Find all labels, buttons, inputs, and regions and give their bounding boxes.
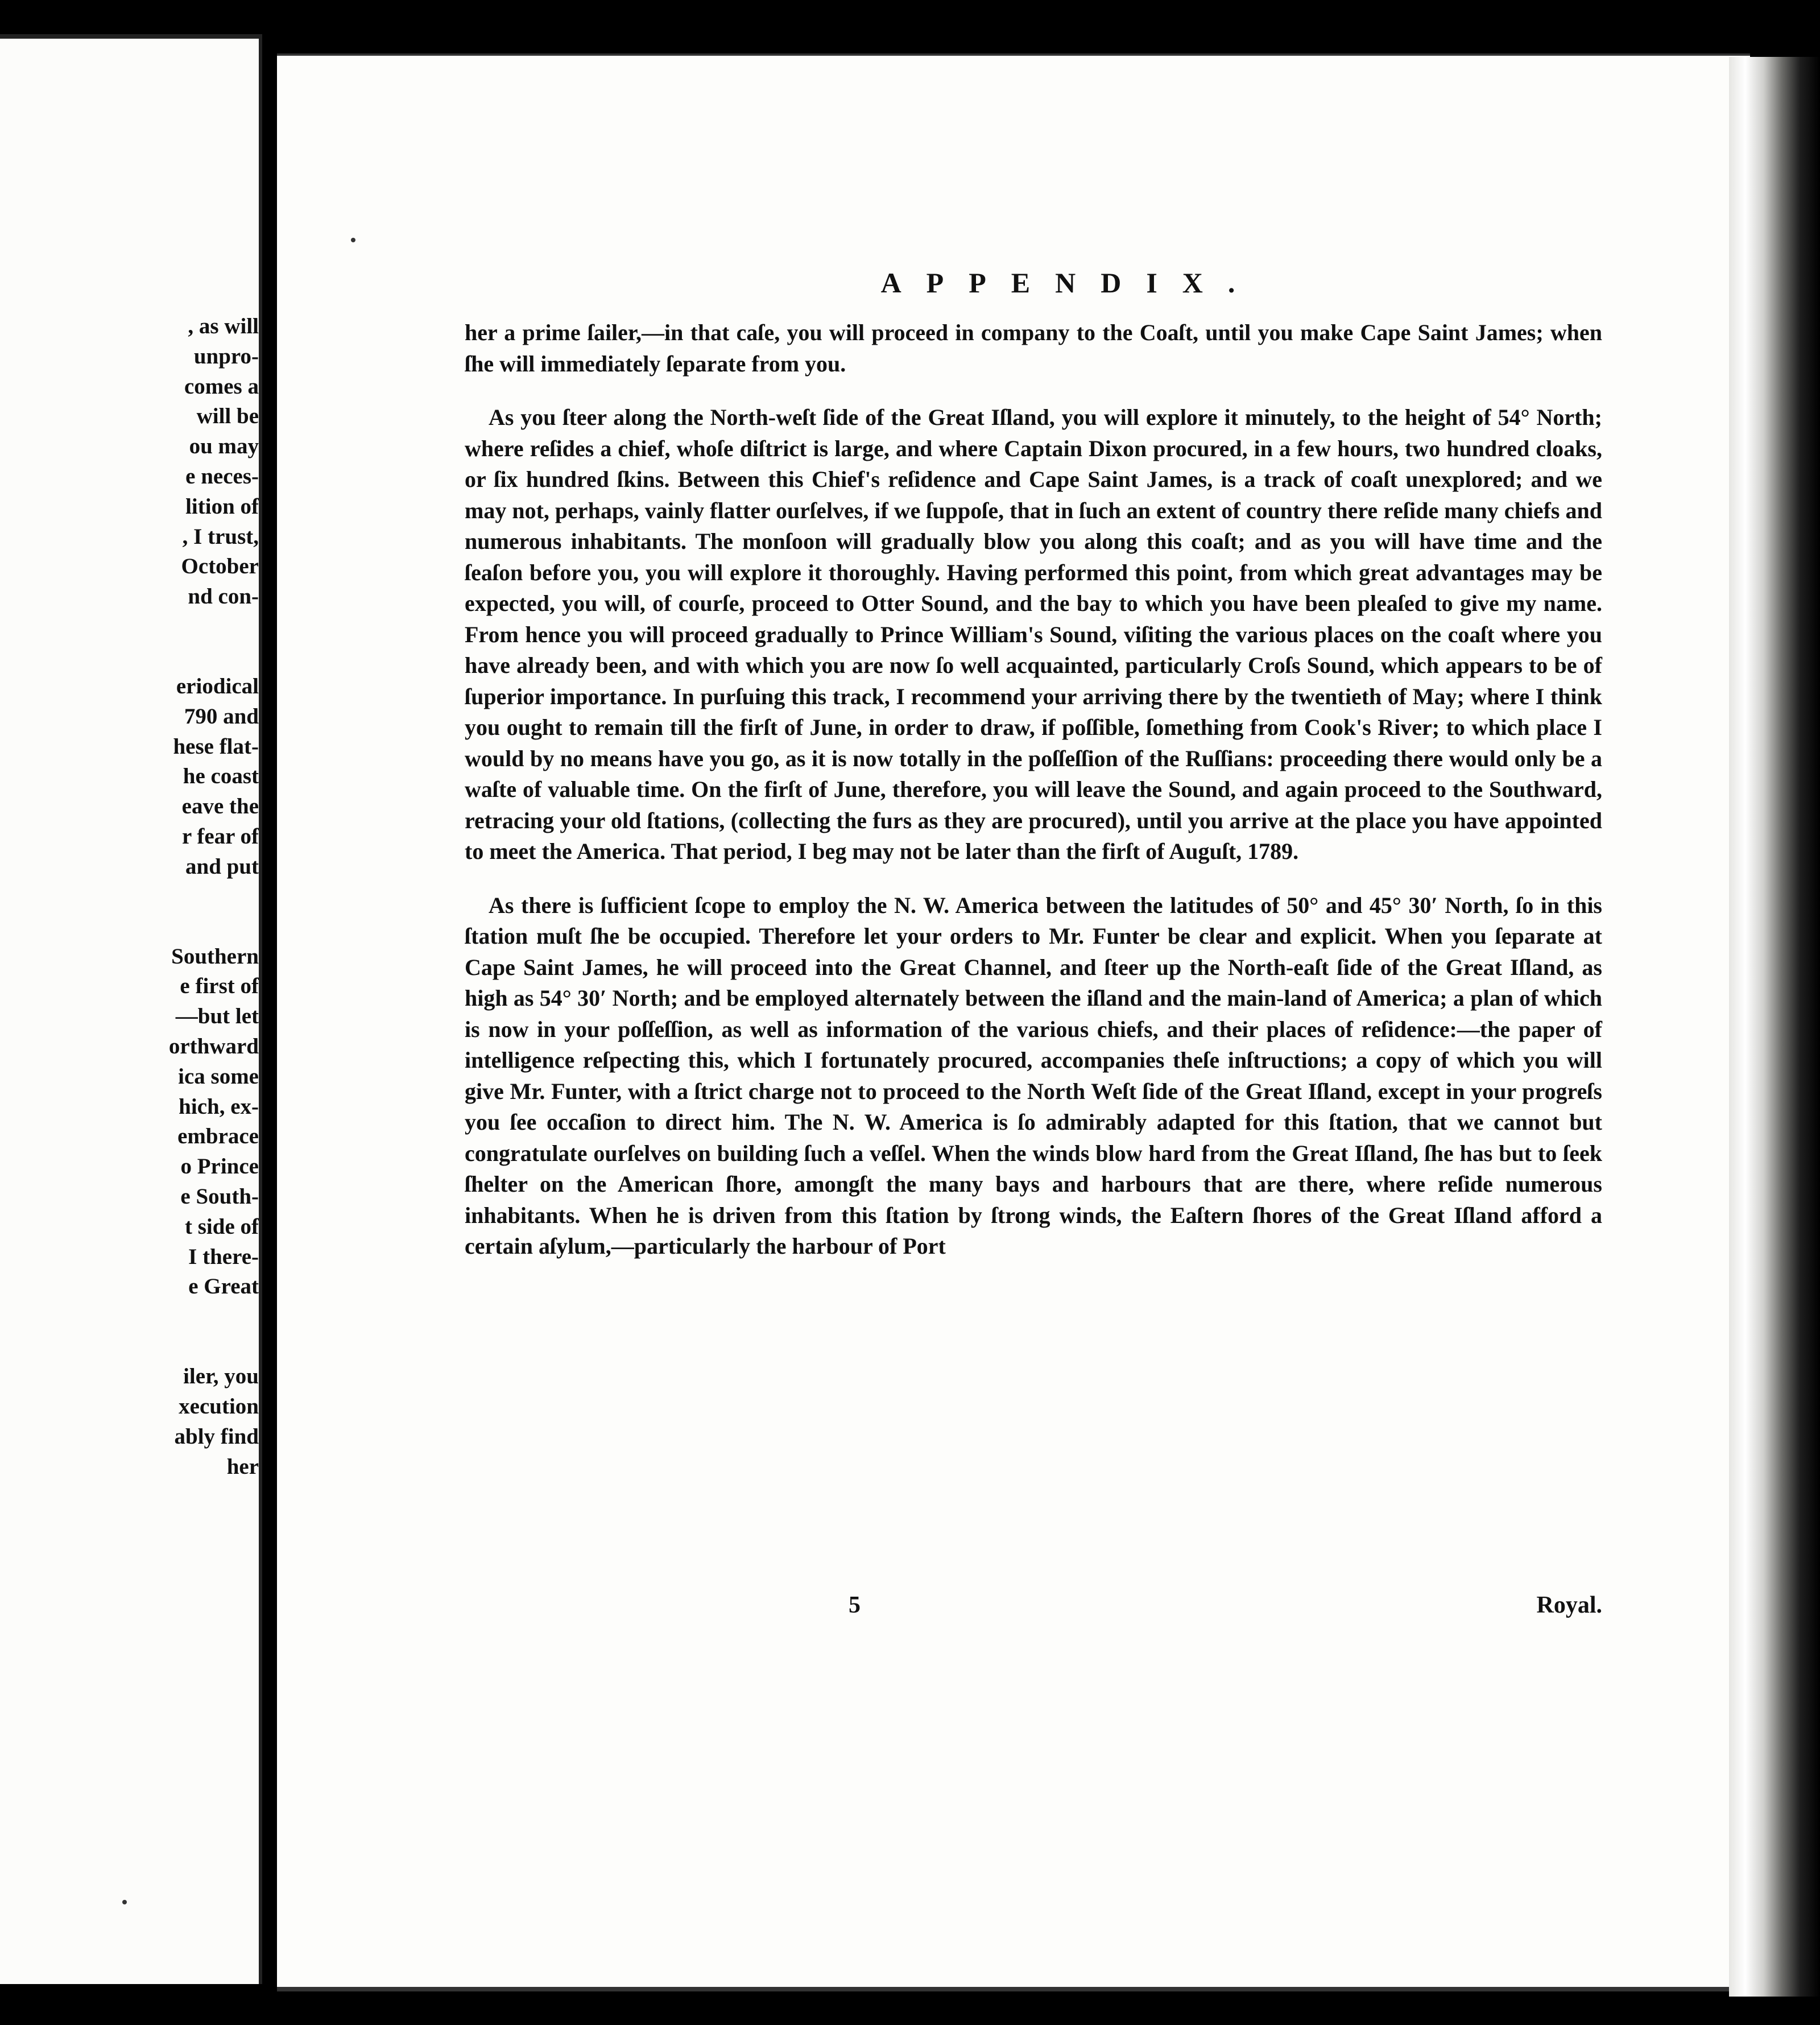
paper-speck bbox=[351, 238, 355, 242]
left-line: orthward bbox=[168, 1034, 259, 1059]
left-line: r fear of bbox=[182, 824, 259, 849]
left-line: t side of bbox=[185, 1214, 259, 1239]
left-line: e South- bbox=[180, 1184, 259, 1209]
catchword: Royal. bbox=[1536, 1592, 1602, 1618]
left-line: unpro- bbox=[193, 344, 259, 369]
left-line: o Prince bbox=[180, 1154, 259, 1179]
paragraph: As you ſteer along the North-weſt ſide of the Great Iſland, you will explore it minutely, to the height of 54° North; where reſides a chief, whoſe diſtrict is large, and where Captain Dixon procured, in a few hours, two hundred cloaks, or ſix hundred ſkins. Between this Chief's reſidence and Cape Saint James, is a track of coaſt unexplored; and we may not, perhaps, vainly flatter ourſelves, if we ſuppoſe, that in ſuch an extent of country there reſide many chiefs and numerous inhabitants. The monſoon will gradually blow you along this coaſt; and as you will have time and the ſeaſon before you, you will explore it thoroughly. Having performed this point, from which great advantages may be expected, you will, of courſe, proceed to Otter Sound, and the bay to which you have been pleaſed to give my name. From hence you will proceed gradually to Prince William's Sound, viſiting the various places on the coaſt where you have already been, and with which you are now ſo well acquainted, particularly Croſs Sound, which appears to be of ſuperior importance. In purſuing this track, I recommend your arriving there by the twentieth of May; where I think you ought to remain till the firſt of June, in order to draw, if poſſible, ſomething from Cook's River; to which place I would by no means have you go, as it is now totally in the poſſeſſion of the Ruſſians: proceeding there would only be a waſte of valuable time. On the firſt of June, therefore, you will leave the Sound, and again proceed to the Southward, retracing your old ſtations, (collecting the furs as they are procured), until you arrive at the place you have appointed to meet the America. That period, I beg may not be later than the firſt of Auguſt, 1789. bbox=[465, 404, 1602, 864]
left-line: and put bbox=[185, 854, 259, 879]
left-line: 790 and bbox=[184, 704, 259, 729]
paragraph: her a prime ſailer,—in that caſe, you will proceed in company to the Coaſt, until you make Cape Saint James; when ſhe will immediately ſeparate from you. bbox=[465, 320, 1602, 377]
left-line: eave the bbox=[181, 794, 259, 819]
right-page bbox=[277, 53, 1750, 1991]
left-line: iler, you bbox=[183, 1364, 259, 1389]
signature-mark: 5 bbox=[849, 1592, 861, 1618]
running-head: APPENDIX. bbox=[880, 267, 1260, 299]
left-line: I there- bbox=[188, 1244, 259, 1269]
left-page bbox=[0, 34, 262, 1984]
left-line: hich, ex- bbox=[179, 1094, 259, 1119]
left-line: Southern bbox=[171, 944, 259, 969]
left-line: —but let bbox=[175, 1004, 259, 1029]
left-line: comes a bbox=[184, 374, 259, 399]
left-line: , I trust, bbox=[182, 524, 259, 549]
left-line: October bbox=[181, 554, 259, 579]
paper-speck bbox=[122, 1900, 127, 1904]
left-line: ably find bbox=[174, 1424, 259, 1449]
left-line: e first of bbox=[180, 974, 259, 999]
left-line: nd con- bbox=[188, 584, 259, 609]
left-spacer bbox=[9, 882, 259, 942]
left-line: ou may bbox=[189, 434, 259, 459]
book-gutter bbox=[262, 23, 277, 2002]
left-line: eriodical bbox=[176, 673, 259, 699]
left-line: e Great bbox=[188, 1274, 259, 1299]
left-line: e neces- bbox=[185, 464, 259, 489]
paragraph: As there is ſufficient ſcope to employ the N. W. America between the latitudes of 50° and 45° 30′ North, ſo in this ſtation muſt ſhe be occupied. Therefore let your orders to Mr. Funter be clear and explicit. When you ſeparate at Cape Saint James, he will proceed into the Great Channel, and ſteer up the North-eaſt ſide of the Great Iſland, as high as 54° 30′ North; and be employed alternately between the iſland and the main-land of America; a plan of which is now in your poſſeſſion, as well as information of the various chiefs, and their places of reſidence:—the paper of intelligence reſpecting this, which I fortunately procured, accompanies theſe inſtructions; a copy of which you will give Mr. Funter, with a ſtrict charge not to proceed to the North Weſt ſide of the Great Iſland, except in your progreſs you ſee occaſion to direct him. The N. W. America is ſo admirably adapted for this ſtation, that we cannot but congratulate ourſelves on building ſuch a veſſel. When the winds blow hard from the Great Iſland, ſhe has but to ſeek ſhelter on the American ſhore, amongſt the many bays and harbours that are there, where reſide numerous inhabitants. When he is driven from this ſtation by ſtrong winds, the Eaſtern ſhores of the Great Iſland afford a certain aſylum,—particularly the harbour of Port bbox=[465, 892, 1602, 1259]
left-line: lition of bbox=[185, 494, 259, 519]
left-page-text bbox=[9, 312, 259, 1482]
left-line: , as will bbox=[188, 314, 259, 338]
left-line: he coast bbox=[183, 764, 259, 789]
left-line: ica some bbox=[178, 1064, 259, 1089]
left-line: xecution bbox=[179, 1394, 259, 1419]
left-spacer bbox=[9, 1302, 259, 1362]
left-line: hese flat- bbox=[173, 734, 259, 759]
left-spacer bbox=[9, 612, 259, 672]
left-line: embrace bbox=[177, 1124, 259, 1149]
left-line: her bbox=[226, 1454, 259, 1479]
body-text bbox=[465, 317, 1602, 1262]
page-edge-shadow bbox=[1729, 57, 1820, 1997]
left-line: will be bbox=[196, 404, 259, 429]
